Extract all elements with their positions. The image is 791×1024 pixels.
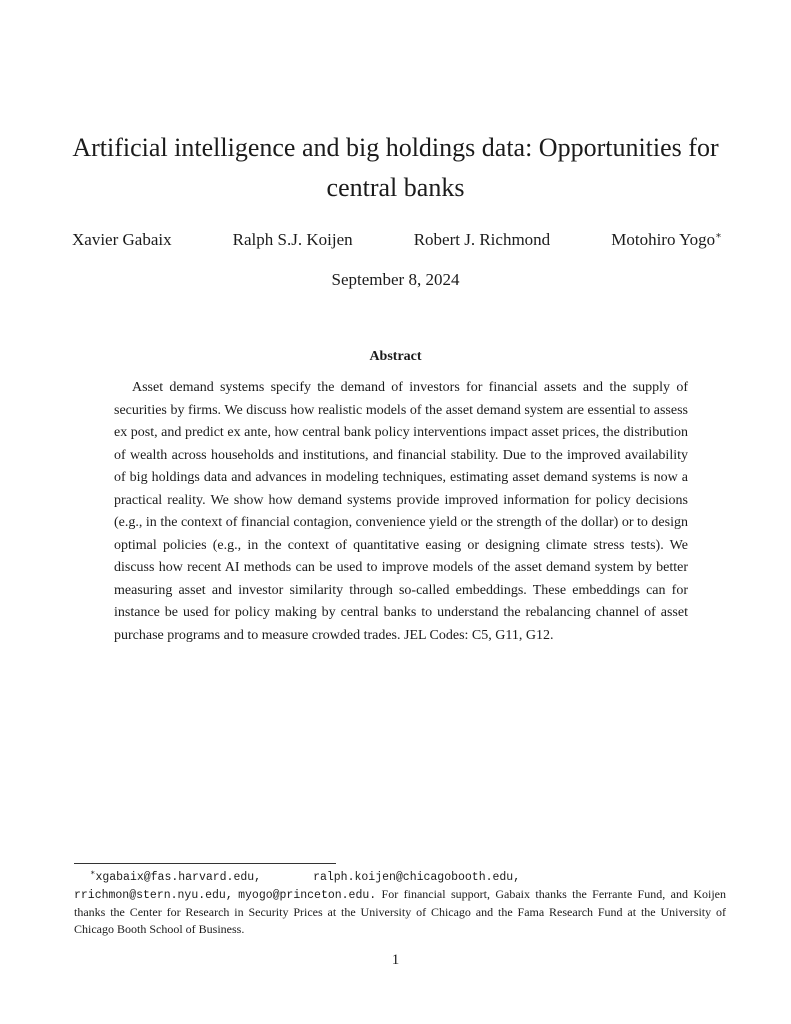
page-number: 1 xyxy=(391,952,400,968)
author-name: Ralph S.J. Koijen xyxy=(232,230,353,249)
author-name: Robert J. Richmond xyxy=(413,230,551,249)
author-list xyxy=(72,230,722,250)
abstract-heading: Abstract xyxy=(369,349,422,364)
footnote-divider xyxy=(74,863,336,864)
email-link[interactable]: rrichmon@stern.nyu.edu, xyxy=(74,889,233,902)
paper-date: September 8, 2024 xyxy=(331,270,460,289)
paper-title: Artificial intelligence and big holdings data: Opportunities for central banks xyxy=(72,133,719,202)
author-name: Xavier Gabaix xyxy=(72,230,172,249)
author-name: Motohiro Yogo∗ xyxy=(611,230,722,249)
email-link[interactable]: myogo@princeton.edu. xyxy=(238,889,377,902)
footnote xyxy=(74,868,726,938)
footnote-text: For financial support, Gabaix thanks the Ferrante Fund, and Koijen thanks the Center for Research in Security Prices at the University of Chicago and the Fama Research Fund at the University of Chicago Booth School of Business. xyxy=(74,887,726,936)
email-link[interactable]: ralph.koijen@chicagobooth.edu, xyxy=(313,871,521,884)
email-link[interactable]: xgabaix@fas.harvard.edu, xyxy=(95,871,262,884)
abstract-text: Asset demand systems specify the demand of investors for financial assets and the supply of securities by firms. We discuss how realistic models of the asset demand system are essential to assess ex post, and predict ex ante, how central bank policy interventions impact asset prices, the distribution of wealth across households and institutions, and financial stability. Due to the improved availability of big holdings data and advances in modeling techniques, estimating asset demand systems is now a practical reality. We show how demand systems provide improved information for policy decisions (e.g., in the context of financial contagion, convenience yield or the strength of the dollar) or to design optimal policies (e.g., in the context of quantitative easing or designing climate stress tests). We discuss how recent AI methods can be used to improve models of the asset demand system by better measuring asset and investor similarity through so-called embeddings. These embeddings can for instance be used for policy making by central banks to understand the rebalancing channel of asset purchase programs and to measure crowded trades. JEL Codes: C5, G11, G12. xyxy=(114,380,688,643)
footnote-marker[interactable]: ∗ xyxy=(715,230,722,242)
footnote-marker: ∗ xyxy=(90,868,96,877)
